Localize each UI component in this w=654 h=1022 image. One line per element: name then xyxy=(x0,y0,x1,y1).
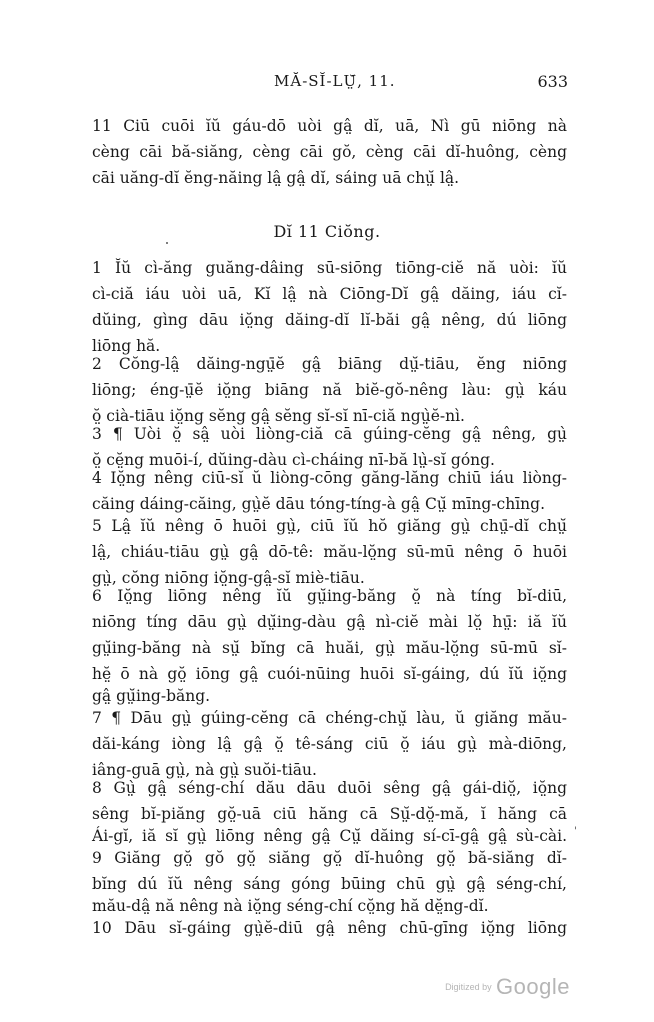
text-line: Ái-gĭ, iă sĭ gṳ̀ liōng nêng gâ̤ Cṳ̆ dăing sí-cī-gâ̤ gâ̤ sù-cài. xyxy=(92,827,567,845)
text-line: dăi-káng iòng lâ̤ gâ̤ ŏ̤ tê-sáng ciū ŏ̤ iáu gṳ̀ mà-diōng, xyxy=(92,735,567,753)
text-line: 3 ¶ Uòi ŏ̤ sâ̤ uòi liòng-ciă cā gúing-cĕng gâ̤ nêng, gṳ̀ xyxy=(92,425,567,443)
text-line: iâng-guā gṳ̀, nà gṳ̀ suŏi-tiāu. xyxy=(92,761,317,779)
watermark xyxy=(445,974,570,1000)
text-line: mău-dâ̤ nă nêng nà iŏ̤ng séng-chí cŏ̤ng hă dĕ̤ng-dĭ. xyxy=(92,897,489,915)
text-line: gṳ̀, cŏng niōng iŏ̤ng-gâ̤-sĭ miè-tiāu. xyxy=(92,569,365,587)
text-line: ŏ̤ cià-tiāu iŏ̤ng sĕng gâ̤ sĕng sĭ-sĭ nī-ciă ngṳ̀ĕ-nì. xyxy=(92,407,465,425)
text-line: 4 Iŏ̤ng nêng ciū-sĭ ŭ liòng-cōng găng-lăng chiū iáu liòng- xyxy=(92,469,567,487)
text-line: liōng hă. xyxy=(92,337,161,355)
text-line: gṳ̆ing-băng nà sṳ̆ bĭng cā huăi, gṳ̀ mău-lŏ̤ng sū-mū sĭ- xyxy=(92,639,567,657)
text-line: 8 Gṳ̀ gâ̤ séng-chí dău dāu duōi sêng gâ̤ gái-diŏ̤, iŏ̤ng xyxy=(92,779,567,797)
stray-dot xyxy=(166,242,168,244)
text-line: 9 Giăng gŏ̤ gŏ gŏ̤ siăng gŏ̤ dĭ-huông gŏ̤ bă-siăng dĭ- xyxy=(92,849,567,867)
text-line: 11 Ciū cuōi ĭŭ gáu-dō uòi gâ̤ dĭ, uā, Nì gū niōng nà xyxy=(92,117,567,135)
chapter-title: Dĭ 11 Ciŏng. xyxy=(273,222,381,241)
text-line: ŏ̤ cĕ̤ng muōi-í, dŭing-dàu cì-cháing nī-bă lṳ̀-sĭ góng. xyxy=(92,451,495,469)
text-line: 2 Cŏng-lâ̤ dăing-ngṳ̄ĕ gâ̤ biāng dṳ̆-tiāu, ĕng niōng xyxy=(92,355,567,373)
text-line: 7 ¶ Dāu gṳ̀ gúing-cĕng cā chéng-chṳ̆ làu, ŭ giăng mău- xyxy=(92,709,567,727)
text-line: 1 Ĭŭ cì-ăng guăng-dâing sū-siōng tiōng-ciĕ nă uòi: ĭŭ xyxy=(92,259,567,277)
text-line: dŭing, gìng dāu iŏ̤ng dăing-dĭ lĭ-băi gâ̤ nêng, dú liōng xyxy=(92,311,567,329)
text-line: gâ̤ gṳ̆ing-băng. xyxy=(92,687,211,705)
text-line: 5 Lâ̤ ĭŭ nêng ō huōi gṳ̀, ciū ĭŭ hŏ giăng gṳ̀ chṳ̄-dĭ chṳ̆ xyxy=(92,517,567,535)
text-line: liōng; éng-ṳ̄ĕ iŏ̤ng biāng nă biĕ-gŏ-nêng làu: gṳ̀ káu xyxy=(92,381,567,399)
text-line: hĕ̤ ō nà gŏ̤ iōng gâ̤ cuói-nūing huōi sĭ-gáing, dú ĭŭ iŏ̤ng xyxy=(92,665,567,683)
text-line: bĭng dú ĭŭ nêng sáng góng būing chū gṳ̀ gâ̤ séng-chí, xyxy=(92,875,567,893)
page-number: 633 xyxy=(537,72,568,91)
text-line: căing dáing-căing, gṳ̀ĕ dāu tóng-tíng-à gâ̤ Cṳ̆ mīng-chīng. xyxy=(92,495,545,513)
running-title: MĂ-SĬ-LṲ̆, 11. xyxy=(274,72,396,90)
text-line: cāi uăng-dĭ ĕng-năing lâ̤ gâ̤ dĭ, sáing uā chṳ̆ lâ̤. xyxy=(92,169,460,187)
text-line: 6 Iŏ̤ng liōng nêng ĭŭ gṳ̆ing-băng ŏ̤ nà tíng bĭ-diū, xyxy=(92,587,567,605)
text-line: niōng tíng dāu gṳ̀ dṳ̆ing-dàu gâ̤ nì-ciĕ mài lŏ̤ hṳ̄: iă ĭŭ xyxy=(92,613,567,631)
stray-mark: ' xyxy=(574,826,577,837)
watermark-brand: Google xyxy=(496,974,570,999)
text-line: lâ̤, chiáu-tiāu gṳ̀ gâ̤ dō-tê: mău-lŏ̤ng sū-mū nêng ō huōi xyxy=(92,543,567,561)
text-line: cì-ciă iáu uòi uā, Kĭ lâ̤ nà Ciōng-Dĭ gâ̤ dăing, iáu cĭ- xyxy=(92,285,567,303)
text-line: 10 Dāu sĭ-gáing gṳ̀ĕ-diū gâ̤ nêng chū-gīng iŏ̤ng liōng xyxy=(92,919,567,937)
page-header xyxy=(0,72,654,96)
text-line: sêng bĭ-piăng gŏ̤-uā ciū hăng cā Sṳ̆-dŏ̤-mă, ĭ hăng cā xyxy=(92,805,567,823)
text-line: cèng cāi bă-siăng, cèng cāi gŏ, cèng cāi dĭ-huông, cèng xyxy=(92,143,567,161)
watermark-prefix: Digitized by xyxy=(445,982,492,992)
